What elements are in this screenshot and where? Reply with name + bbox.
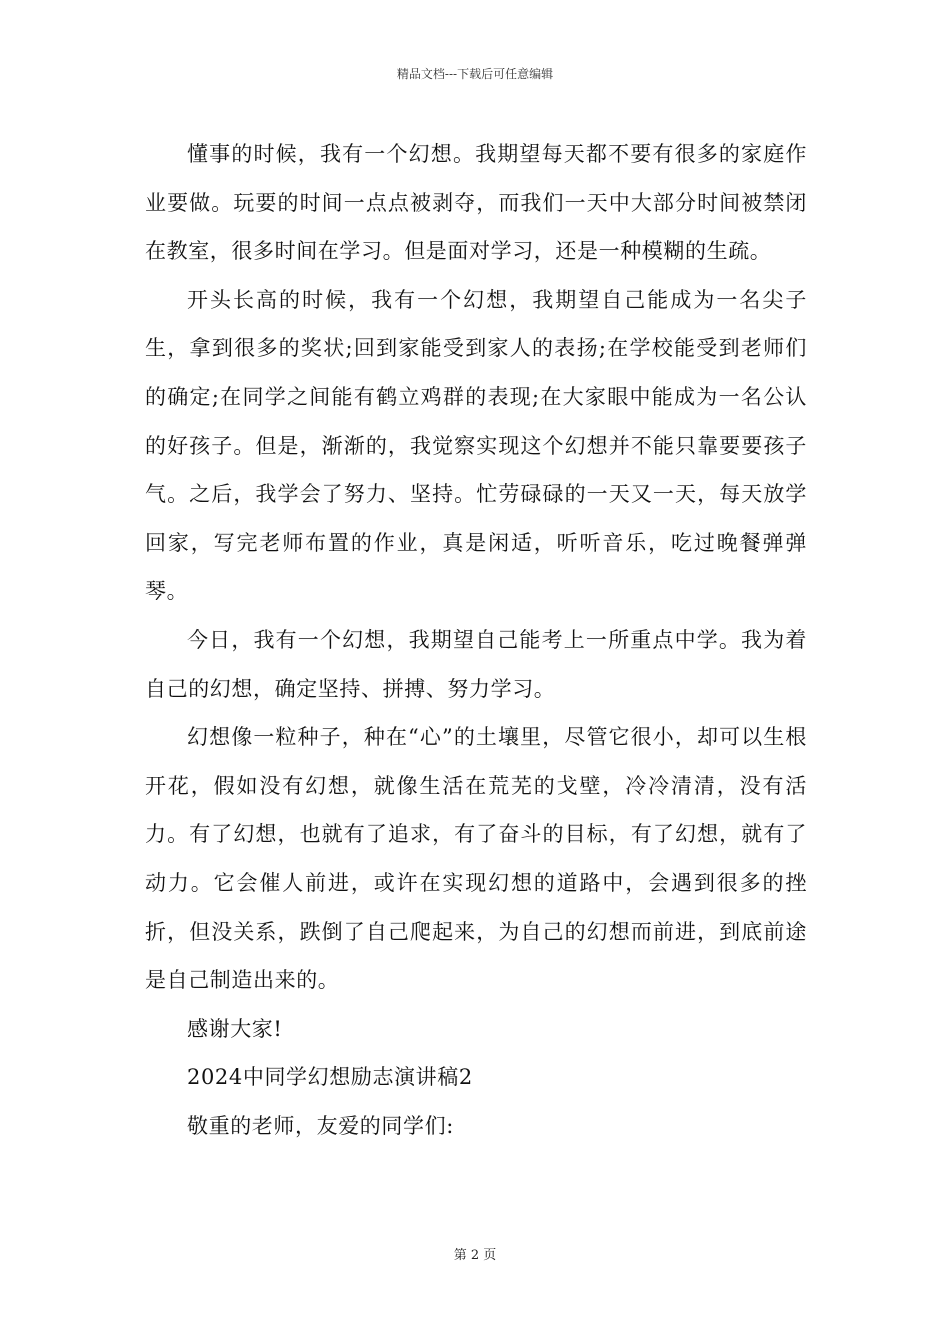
document-body bbox=[145, 130, 807, 1150]
salutation: 敬重的老师，友爱的同学们: bbox=[187, 1113, 454, 1138]
paragraph-2: 开头长高的时候，我有一个幻想，我期望自己能成为一名尖子生，拿到很多的奖状;回到家能受到家人的表扬;在学校能受到老师们的确定;在同学之间能有鹤立鸡群的表现;在大家眼中能成为一名公认的好孩子。但是，渐渐的，我觉察实现这个幻想并不能只靠要要孩子气。之后，我学会了努力、坚持。忙劳碌碌的一天又一天，每天放学回家，写完老师布置的作业，真是闲适，听听音乐，吃过晚餐弹弹琴。 bbox=[145, 287, 807, 604]
page-number: 第 2 页 bbox=[453, 1248, 497, 1263]
paragraph-3: 今日，我有一个幻想，我期望自己能考上一所重点中学。我为着自己的幻想，确定坚持、拼搏、努力学习。 bbox=[145, 627, 807, 701]
page-header: 精品文档---下载后可任意编辑 bbox=[396, 67, 554, 81]
paragraph-1: 懂事的时候，我有一个幻想。我期望每天都不要有很多的家庭作业要做。玩要的时间一点点被剥夺，而我们一天中大部分时间被禁闭在教室，很多时间在学习。但是面对学习，还是一种模糊的生疏。 bbox=[145, 142, 807, 264]
section-title: 2024中同学幻想励志演讲稿2 bbox=[187, 1065, 473, 1090]
paragraph-4: 幻想像一粒种子，种在“心”的土壤里，尽管它很小，却可以生根开花，假如没有幻想，就像生活在荒芜的戈壁，冷冷清清，没有活力。有了幻想，也就有了追求，有了奋斗的目标，有了幻想，就有了动力。它会催人前进，或许在实现幻想的道路中，会遇到很多的挫折，但没关系，跌倒了自己爬起来，为自己的幻想而前进，到底前途是自己制造出来的。 bbox=[145, 725, 807, 993]
closing-thanks: 感谢大家! bbox=[187, 1016, 283, 1041]
